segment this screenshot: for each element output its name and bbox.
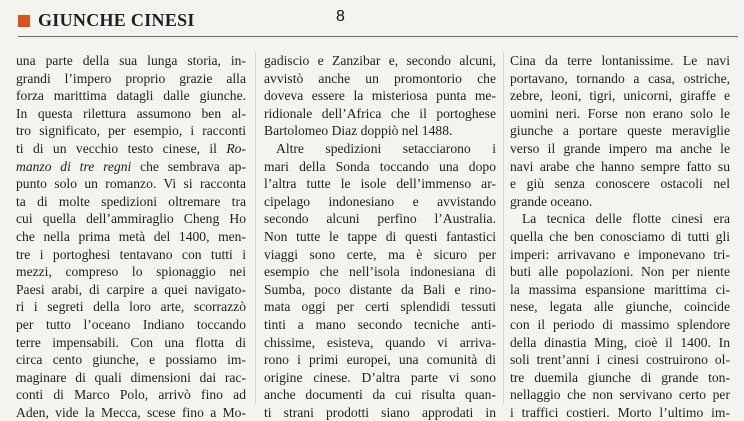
text-line: La tecnica delle flotte cinesi era — [522, 211, 730, 227]
text-line: giunche a portare queste meraviglie — [510, 123, 730, 139]
text-line: una parte della sua lunga storia, in- — [16, 53, 246, 68]
column-divider — [503, 52, 504, 404]
text-line: grande oceano. — [510, 193, 593, 209]
text-line: tinti a mano secondo tecniche anti- — [264, 316, 496, 332]
text-line: uomini neri. Forse non erano solo le — [510, 105, 730, 121]
text-line: ta di molte spedizioni oltremare tra — [16, 193, 246, 209]
section-marker-square — [18, 15, 30, 27]
text-line: maginare di quali dimensioni dai rac- — [16, 369, 246, 385]
text-line: Altre spedizioni setacciarono i — [276, 140, 496, 156]
text-line: tre i portoghesi tentavano con tutti i — [16, 246, 246, 262]
text-line: secondo alcuni perfino l’Australia. — [264, 211, 496, 227]
text-line: verso il grande impero ma anche le — [510, 140, 730, 156]
text-line: Paesi arabi, di carpire a quei navigato- — [16, 281, 246, 297]
text-line: doveva essere la misteriosa punta me- — [264, 88, 496, 104]
text-line: esempio che nell’isola indonesiana di — [264, 264, 496, 280]
text-line: imperi: arrivavano e imponevano tri- — [510, 246, 730, 262]
section-title: GIUNCHE CINESI — [38, 10, 195, 30]
book-title-italic: Ro- — [226, 140, 246, 156]
text-line: i traffici costieri. Morto l’ultimo im- — [510, 404, 730, 420]
text-line: cipelago indonesiano e avvistando — [264, 193, 496, 209]
text-line: Non tutte le tappe di questi fantastici — [264, 228, 496, 244]
text-line: Aden, vide la Mecca, scese fino a Mo- — [16, 404, 246, 420]
text-line: grandi l’impero proprio grazie alla — [16, 70, 246, 86]
text-line: ridionale dell’Africa che il portoghese — [264, 105, 496, 121]
text-line: l’altra tutte le isole dell’immenso ar- — [264, 176, 496, 192]
page-number: 8 — [336, 8, 345, 25]
text-line: cui quella dell’ammiraglio Cheng Ho — [16, 211, 246, 227]
text-line: ri i segreti della loro arte, scorrazzò — [16, 299, 246, 315]
text-column-1 — [16, 52, 246, 420]
page-header — [0, 0, 744, 44]
text-line: mari della Sonda toccando una dopo — [264, 158, 496, 174]
text-line: avvistò anche un promontorio che — [264, 70, 496, 86]
text-line: la massima espansione marittima ci- — [510, 281, 730, 297]
text-line: ti di un vecchio testo cinese, il Ro- — [16, 140, 246, 156]
text-line: Cina da terre lontanissime. Le navi — [510, 53, 730, 68]
text-line: nese, legata alle giunche, coincide — [510, 299, 730, 315]
text-line: tre duemila giunche di grande ton- — [510, 369, 730, 385]
text-line: In questa rilettura assumono ben al- — [16, 105, 246, 121]
text-line: quella che ben conosciamo di tutti gli — [510, 228, 730, 244]
text-line: tro significato, per esempio, i racconti — [16, 123, 246, 139]
text-line: conti di Marco Polo, arrivò fino ad — [16, 387, 246, 403]
text-line: portavano, tornando a casa, ostriche, — [510, 70, 730, 86]
text-line: della dinastia Ming, cioè il 1400. In — [510, 334, 730, 350]
text-line: Sumba, poco distante da Bali e rino- — [264, 281, 496, 297]
text-line: rono i primi europei, una comunità di — [264, 352, 496, 368]
text-line: anche documenti da cui risulta quan- — [264, 387, 496, 403]
text-line: che nella prima metà del 1400, men- — [16, 228, 246, 244]
text-line: viaggi sono certe, ma è sicuro per — [264, 246, 496, 262]
text-line: e giù senza conoscere ostacoli nel — [510, 176, 730, 192]
text-line: forza marittima datagli dalle giunche. — [16, 88, 246, 104]
header-rule — [18, 36, 738, 37]
text-line: mezzi, compreso lo spionaggio nei — [16, 264, 246, 280]
text-column-2 — [264, 52, 496, 420]
column-divider — [255, 52, 256, 404]
text-line: punto solo un romanzo. Vi si racconta — [16, 176, 246, 192]
text-line: soli trent’anni i cinesi costruirono ol- — [510, 352, 730, 368]
text-line: terre impensabili. Con una flotta di — [16, 334, 246, 350]
text-line: chissime, esisteva, quando vi arriva- — [264, 334, 496, 350]
text-line: nellaggio che non servivano certo per — [510, 387, 730, 403]
text-line: Bartolomeo Diaz doppiò nel 1488. — [264, 123, 453, 139]
text-line: navi arabe che hanno sempre fatto su — [510, 158, 730, 174]
text-line: buti alle popolazioni. Non per niente — [510, 264, 730, 280]
text-line: gadiscio e Zanzibar e, secondo alcuni, — [264, 53, 496, 68]
text-line: con il periodo di massimo splendore — [510, 316, 730, 332]
text-line: zebre, leoni, tigri, unicorni, giraffe e — [510, 88, 730, 104]
text-line: circa cento giunche, e possiamo im- — [16, 352, 246, 368]
text-line: origine cinese. D’altra parte vi sono — [264, 369, 496, 385]
text-line: mata oggi per certi splendidi tessuti — [264, 299, 496, 315]
text-column-3 — [510, 52, 730, 420]
book-title-italic: manzo di tre regni — [16, 158, 132, 174]
text-line: manzo di tre regni che sembrava ap- — [16, 158, 246, 174]
text-line: ti strani prodotti siano approdati in — [264, 404, 496, 420]
text-line: per tutto l’oceano Indiano toccando — [16, 316, 246, 332]
